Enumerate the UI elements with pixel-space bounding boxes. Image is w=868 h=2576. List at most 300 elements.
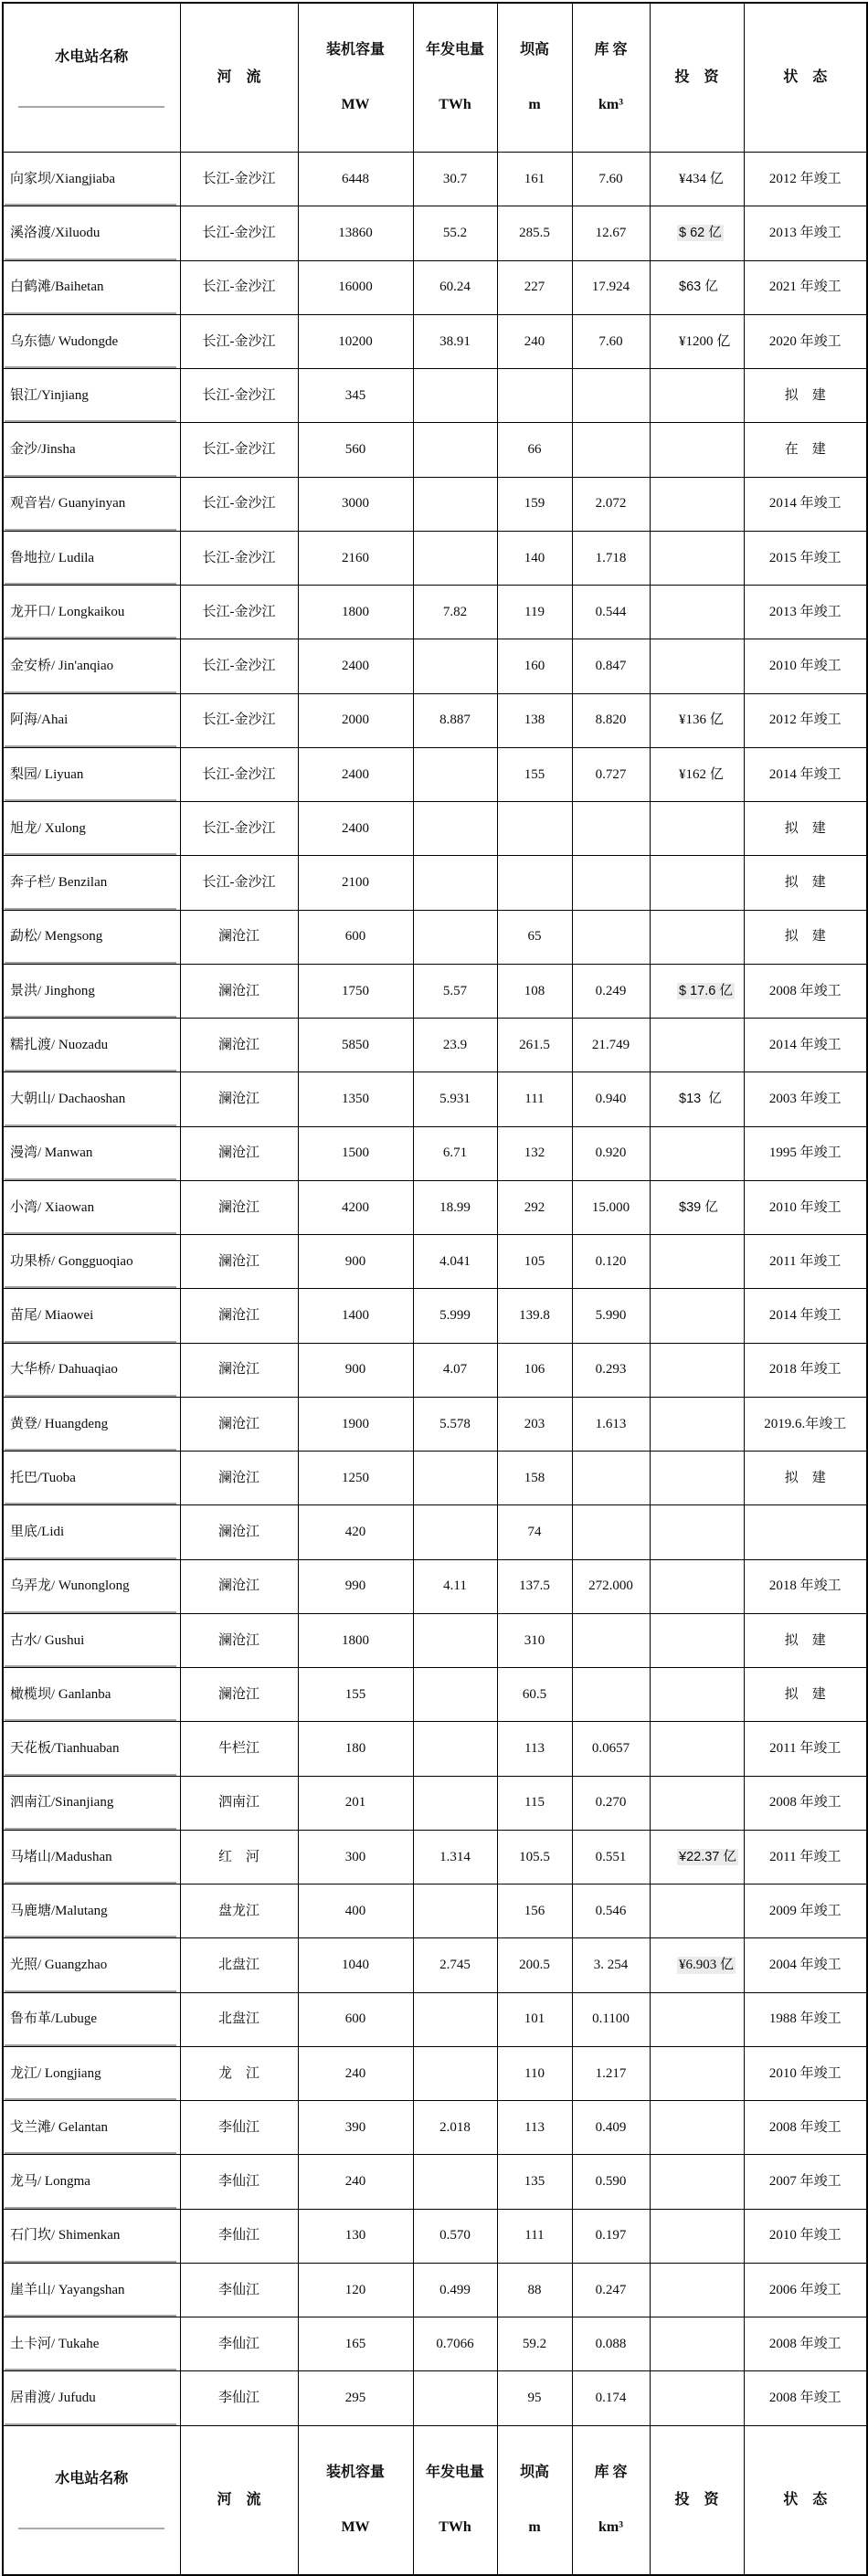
dam-height-cell: 200.5 bbox=[497, 1938, 572, 1992]
table-row bbox=[3, 1830, 867, 1884]
status-cell: 2019.6.年竣工 bbox=[744, 1397, 867, 1451]
table-row bbox=[3, 531, 867, 585]
status-cell: 拟 建 bbox=[744, 856, 867, 910]
capacity-mw-cell: 6448 bbox=[298, 153, 413, 206]
generation-twh-cell: 30.7 bbox=[413, 153, 497, 206]
river-cell: 长江-金沙江 bbox=[180, 586, 298, 639]
table-row bbox=[3, 1776, 867, 1830]
table-row bbox=[3, 423, 867, 477]
capacity-mw-cell: 155 bbox=[298, 1668, 413, 1722]
investment-cell bbox=[650, 2317, 744, 2371]
generation-twh-cell: 18.99 bbox=[413, 1180, 497, 1234]
footer-generation: 年发电量 TWh bbox=[413, 2425, 497, 2575]
status-cell: 拟 建 bbox=[744, 1452, 867, 1505]
table-body bbox=[3, 153, 867, 2426]
river-cell: 澜沧江 bbox=[180, 1235, 298, 1289]
status-cell: 2008 年竣工 bbox=[744, 2101, 867, 2155]
station-name-cell: 白鹤滩/Baihetan bbox=[3, 260, 180, 314]
dam-height-cell: 292 bbox=[497, 1180, 572, 1234]
generation-twh-cell: 5.578 bbox=[413, 1397, 497, 1451]
river-cell: 李仙江 bbox=[180, 2155, 298, 2209]
station-name-cell: 黄登/ Huangdeng bbox=[3, 1397, 180, 1451]
status-cell: 2018 年竣工 bbox=[744, 1559, 867, 1613]
dam-height-cell: 161 bbox=[497, 153, 572, 206]
table-row bbox=[3, 369, 867, 423]
dam-height-cell: 60.5 bbox=[497, 1668, 572, 1722]
river-cell: 泗南江 bbox=[180, 1776, 298, 1830]
generation-twh-cell bbox=[413, 1884, 497, 1938]
status-cell: 2010 年竣工 bbox=[744, 2209, 867, 2263]
capacity-mw-cell: 120 bbox=[298, 2263, 413, 2317]
investment-cell bbox=[650, 260, 744, 314]
table-row bbox=[3, 1072, 867, 1126]
dam-height-cell: 261.5 bbox=[497, 1019, 572, 1072]
investment-cell bbox=[650, 1613, 744, 1667]
generation-twh-cell: 60.24 bbox=[413, 260, 497, 314]
reservoir-km3-cell: 3. 254 bbox=[572, 1938, 650, 1992]
dam-height-cell bbox=[497, 369, 572, 423]
investment-cell bbox=[650, 2101, 744, 2155]
capacity-mw-cell: 2000 bbox=[298, 693, 413, 747]
capacity-mw-cell: 2160 bbox=[298, 531, 413, 585]
river-cell: 盘龙江 bbox=[180, 1884, 298, 1938]
investment-cell bbox=[650, 2263, 744, 2317]
investment-value: $ 62 亿 bbox=[679, 226, 722, 240]
generation-twh-cell bbox=[413, 1668, 497, 1722]
river-cell: 澜沧江 bbox=[180, 1668, 298, 1722]
investment-cell bbox=[650, 1668, 744, 1722]
header-dam-height: 坝高 m bbox=[497, 3, 572, 153]
investment-cell bbox=[650, 423, 744, 477]
river-cell: 长江-金沙江 bbox=[180, 747, 298, 801]
status-cell: 2012 年竣工 bbox=[744, 693, 867, 747]
capacity-mw-cell: 600 bbox=[298, 910, 413, 964]
dam-height-cell: 159 bbox=[497, 477, 572, 531]
capacity-mw-cell: 2400 bbox=[298, 802, 413, 856]
investment-cell bbox=[650, 1992, 744, 2046]
dam-height-cell: 65 bbox=[497, 910, 572, 964]
investment-value: ¥1200 亿 bbox=[679, 333, 731, 349]
dam-height-cell: 137.5 bbox=[497, 1559, 572, 1613]
investment-cell bbox=[650, 1559, 744, 1613]
generation-twh-cell: 0.499 bbox=[413, 2263, 497, 2317]
dam-height-cell: 203 bbox=[497, 1397, 572, 1451]
capacity-mw-cell: 1750 bbox=[298, 964, 413, 1018]
river-cell: 澜沧江 bbox=[180, 1343, 298, 1397]
generation-twh-cell: 5.999 bbox=[413, 1289, 497, 1343]
capacity-mw-cell: 240 bbox=[298, 2155, 413, 2209]
dam-height-cell: 95 bbox=[497, 2371, 572, 2425]
generation-twh-cell bbox=[413, 2371, 497, 2425]
reservoir-km3-cell: 7.60 bbox=[572, 314, 650, 368]
river-cell: 长江-金沙江 bbox=[180, 369, 298, 423]
reservoir-km3-cell: 1.718 bbox=[572, 531, 650, 585]
station-name-cell: 苗尾/ Miaowei bbox=[3, 1289, 180, 1343]
generation-twh-cell bbox=[413, 1505, 497, 1559]
reservoir-km3-cell: 0.551 bbox=[572, 1830, 650, 1884]
investment-cell bbox=[650, 639, 744, 693]
investment-cell bbox=[650, 964, 744, 1018]
station-name-cell: 居甫渡/ Jufudu bbox=[3, 2371, 180, 2425]
dam-height-cell: 111 bbox=[497, 2209, 572, 2263]
reservoir-km3-cell: 0.270 bbox=[572, 1776, 650, 1830]
table-row bbox=[3, 639, 867, 693]
reservoir-km3-cell: 0.847 bbox=[572, 639, 650, 693]
reservoir-km3-cell: 5.990 bbox=[572, 1289, 650, 1343]
table-row bbox=[3, 856, 867, 910]
table-row bbox=[3, 153, 867, 206]
status-cell: 2012 年竣工 bbox=[744, 153, 867, 206]
table-row bbox=[3, 2263, 867, 2317]
dam-height-cell: 74 bbox=[497, 1505, 572, 1559]
header-generation: 年发电量 TWh bbox=[413, 3, 497, 153]
status-cell: 2003 年竣工 bbox=[744, 1072, 867, 1126]
header-row bbox=[3, 3, 867, 153]
capacity-mw-cell: 990 bbox=[298, 1559, 413, 1613]
capacity-mw-cell: 1800 bbox=[298, 1613, 413, 1667]
station-name-cell: 古水/ Gushui bbox=[3, 1613, 180, 1667]
status-cell: 2013 年竣工 bbox=[744, 206, 867, 260]
river-cell: 澜沧江 bbox=[180, 1126, 298, 1180]
dam-height-cell: 108 bbox=[497, 964, 572, 1018]
table-row bbox=[3, 1613, 867, 1667]
table-row bbox=[3, 2101, 867, 2155]
table-row bbox=[3, 586, 867, 639]
status-cell: 1995 年竣工 bbox=[744, 1126, 867, 1180]
status-cell bbox=[744, 1505, 867, 1559]
capacity-mw-cell: 900 bbox=[298, 1343, 413, 1397]
reservoir-km3-cell: 15.000 bbox=[572, 1180, 650, 1234]
reservoir-km3-cell: 0.409 bbox=[572, 2101, 650, 2155]
header-status: 状 态 bbox=[744, 3, 867, 153]
status-cell: 2008 年竣工 bbox=[744, 964, 867, 1018]
status-cell: 拟 建 bbox=[744, 369, 867, 423]
capacity-mw-cell: 4200 bbox=[298, 1180, 413, 1234]
footer-underline bbox=[18, 2528, 164, 2529]
station-name-cell: 小湾/ Xiaowan bbox=[3, 1180, 180, 1234]
investment-cell bbox=[650, 369, 744, 423]
reservoir-km3-cell bbox=[572, 1613, 650, 1667]
footer-reservoir: 库 容 km³ bbox=[572, 2425, 650, 2575]
capacity-mw-cell: 13860 bbox=[298, 206, 413, 260]
reservoir-km3-cell: 272.000 bbox=[572, 1559, 650, 1613]
status-cell: 2011 年竣工 bbox=[744, 1235, 867, 1289]
footer-dam-height: 坝高 m bbox=[497, 2425, 572, 2575]
investment-cell bbox=[650, 856, 744, 910]
dam-height-cell: 88 bbox=[497, 2263, 572, 2317]
station-name-cell: 阿海/Ahai bbox=[3, 693, 180, 747]
capacity-mw-cell: 2400 bbox=[298, 639, 413, 693]
status-cell: 2008 年竣工 bbox=[744, 2371, 867, 2425]
river-cell: 北盘江 bbox=[180, 1992, 298, 2046]
station-name-cell: 橄榄坝/ Ganlanba bbox=[3, 1668, 180, 1722]
table-row bbox=[3, 1505, 867, 1559]
capacity-mw-cell: 2400 bbox=[298, 747, 413, 801]
dam-height-cell: 119 bbox=[497, 586, 572, 639]
status-cell: 2010 年竣工 bbox=[744, 2046, 867, 2100]
investment-value: $ 17.6 亿 bbox=[679, 983, 733, 998]
dam-height-cell: 110 bbox=[497, 2046, 572, 2100]
investment-cell bbox=[650, 1722, 744, 1776]
status-cell: 在 建 bbox=[744, 423, 867, 477]
investment-cell bbox=[650, 910, 744, 964]
table-row bbox=[3, 1289, 867, 1343]
reservoir-km3-cell: 0.920 bbox=[572, 1126, 650, 1180]
status-cell: 2006 年竣工 bbox=[744, 2263, 867, 2317]
investment-cell bbox=[650, 1180, 744, 1234]
investment-cell bbox=[650, 206, 744, 260]
reservoir-km3-cell: 0.727 bbox=[572, 747, 650, 801]
capacity-mw-cell: 400 bbox=[298, 1884, 413, 1938]
table-row bbox=[3, 1938, 867, 1992]
header-river: 河 流 bbox=[180, 3, 298, 153]
station-name-cell: 向家坝/Xiangjiaba bbox=[3, 153, 180, 206]
capacity-mw-cell: 165 bbox=[298, 2317, 413, 2371]
reservoir-km3-cell: 0.940 bbox=[572, 1072, 650, 1126]
investment-cell bbox=[650, 153, 744, 206]
capacity-mw-cell: 295 bbox=[298, 2371, 413, 2425]
reservoir-km3-cell: 0.590 bbox=[572, 2155, 650, 2209]
capacity-mw-cell: 300 bbox=[298, 1830, 413, 1884]
capacity-mw-cell: 1350 bbox=[298, 1072, 413, 1126]
generation-twh-cell bbox=[413, 531, 497, 585]
status-cell: 2013 年竣工 bbox=[744, 586, 867, 639]
reservoir-km3-cell bbox=[572, 369, 650, 423]
river-cell: 澜沧江 bbox=[180, 1397, 298, 1451]
table-row bbox=[3, 1397, 867, 1451]
investment-cell bbox=[650, 1776, 744, 1830]
capacity-mw-cell: 2100 bbox=[298, 856, 413, 910]
reservoir-km3-cell: 0.197 bbox=[572, 2209, 650, 2263]
generation-twh-cell: 0.570 bbox=[413, 2209, 497, 2263]
reservoir-km3-cell: 7.60 bbox=[572, 153, 650, 206]
capacity-mw-cell: 1250 bbox=[298, 1452, 413, 1505]
river-cell: 李仙江 bbox=[180, 2317, 298, 2371]
reservoir-km3-cell bbox=[572, 910, 650, 964]
river-cell: 澜沧江 bbox=[180, 1072, 298, 1126]
generation-twh-cell: 5.57 bbox=[413, 964, 497, 1018]
capacity-mw-cell: 3000 bbox=[298, 477, 413, 531]
dam-height-cell: 115 bbox=[497, 1776, 572, 1830]
generation-twh-cell: 8.887 bbox=[413, 693, 497, 747]
capacity-mw-cell: 1900 bbox=[298, 1397, 413, 1451]
investment-cell bbox=[650, 1072, 744, 1126]
dam-height-cell: 140 bbox=[497, 531, 572, 585]
station-name-cell: 泗南江/Sinanjiang bbox=[3, 1776, 180, 1830]
investment-cell bbox=[650, 802, 744, 856]
generation-twh-cell: 7.82 bbox=[413, 586, 497, 639]
table-footer bbox=[3, 2425, 867, 2575]
status-cell: 2010 年竣工 bbox=[744, 639, 867, 693]
table-row bbox=[3, 693, 867, 747]
investment-cell bbox=[650, 1830, 744, 1884]
reservoir-km3-cell: 8.820 bbox=[572, 693, 650, 747]
river-cell: 澜沧江 bbox=[180, 964, 298, 1018]
status-cell: 2014 年竣工 bbox=[744, 1289, 867, 1343]
generation-twh-cell: 4.11 bbox=[413, 1559, 497, 1613]
generation-twh-cell: 5.931 bbox=[413, 1072, 497, 1126]
capacity-mw-cell: 345 bbox=[298, 369, 413, 423]
station-name-cell: 金沙/Jinsha bbox=[3, 423, 180, 477]
capacity-mw-cell: 1040 bbox=[298, 1938, 413, 1992]
table-row bbox=[3, 2317, 867, 2371]
station-name-cell: 崖羊山/ Yayangshan bbox=[3, 2263, 180, 2317]
table-row bbox=[3, 2155, 867, 2209]
status-cell: 2020 年竣工 bbox=[744, 314, 867, 368]
generation-twh-cell bbox=[413, 856, 497, 910]
station-name-cell: 托巴/Tuoba bbox=[3, 1452, 180, 1505]
generation-twh-cell bbox=[413, 1613, 497, 1667]
river-cell: 长江-金沙江 bbox=[180, 423, 298, 477]
river-cell: 澜沧江 bbox=[180, 1180, 298, 1234]
station-name-cell: 石门坎/ Shimenkan bbox=[3, 2209, 180, 2263]
status-cell: 2011 年竣工 bbox=[744, 1722, 867, 1776]
dam-height-cell: 160 bbox=[497, 639, 572, 693]
footer-status: 状 态 bbox=[744, 2425, 867, 2575]
status-cell: 2014 年竣工 bbox=[744, 477, 867, 531]
reservoir-km3-cell: 0.088 bbox=[572, 2317, 650, 2371]
investment-cell bbox=[650, 1289, 744, 1343]
station-name-cell: 勐松/ Mengsong bbox=[3, 910, 180, 964]
table-row bbox=[3, 1019, 867, 1072]
reservoir-km3-cell: 0.120 bbox=[572, 1235, 650, 1289]
station-name-cell: 溪洛渡/Xiluodu bbox=[3, 206, 180, 260]
river-cell: 长江-金沙江 bbox=[180, 314, 298, 368]
reservoir-km3-cell: 0.0657 bbox=[572, 1722, 650, 1776]
river-cell: 长江-金沙江 bbox=[180, 477, 298, 531]
reservoir-km3-cell: 0.247 bbox=[572, 2263, 650, 2317]
generation-twh-cell: 4.07 bbox=[413, 1343, 497, 1397]
station-name-cell: 土卡河/ Tukahe bbox=[3, 2317, 180, 2371]
status-cell: 2018 年竣工 bbox=[744, 1343, 867, 1397]
river-cell: 长江-金沙江 bbox=[180, 531, 298, 585]
capacity-mw-cell: 560 bbox=[298, 423, 413, 477]
reservoir-km3-cell: 0.293 bbox=[572, 1343, 650, 1397]
dam-height-cell: 105 bbox=[497, 1235, 572, 1289]
reservoir-km3-cell: 21.749 bbox=[572, 1019, 650, 1072]
generation-twh-cell: 2.745 bbox=[413, 1938, 497, 1992]
investment-cell bbox=[650, 1343, 744, 1397]
station-name-cell: 马堵山/Madushan bbox=[3, 1830, 180, 1884]
investment-value: ¥162 亿 bbox=[679, 766, 724, 782]
table-row bbox=[3, 1668, 867, 1722]
capacity-mw-cell: 1500 bbox=[298, 1126, 413, 1180]
station-name-cell: 景洪/ Jinghong bbox=[3, 964, 180, 1018]
table-header bbox=[3, 3, 867, 153]
generation-twh-cell bbox=[413, 1776, 497, 1830]
generation-twh-cell bbox=[413, 1722, 497, 1776]
investment-cell bbox=[650, 1397, 744, 1451]
investment-cell bbox=[650, 1452, 744, 1505]
investment-cell bbox=[650, 2371, 744, 2425]
river-cell: 牛栏江 bbox=[180, 1722, 298, 1776]
generation-twh-cell: 4.041 bbox=[413, 1235, 497, 1289]
generation-twh-cell: 23.9 bbox=[413, 1019, 497, 1072]
table-row bbox=[3, 314, 867, 368]
station-name-cell: 龙开口/ Longkaikou bbox=[3, 586, 180, 639]
status-cell: 2007 年竣工 bbox=[744, 2155, 867, 2209]
generation-twh-cell: 2.018 bbox=[413, 2101, 497, 2155]
status-cell: 2008 年竣工 bbox=[744, 2317, 867, 2371]
table-row bbox=[3, 1452, 867, 1505]
header-station-name-label: 水电站名称 bbox=[55, 48, 129, 65]
capacity-mw-cell: 1400 bbox=[298, 1289, 413, 1343]
river-cell: 长江-金沙江 bbox=[180, 153, 298, 206]
reservoir-km3-cell bbox=[572, 1505, 650, 1559]
status-cell: 1988 年竣工 bbox=[744, 1992, 867, 2046]
table-row bbox=[3, 1884, 867, 1938]
investment-value: ¥6.903 亿 bbox=[679, 1958, 735, 1972]
river-cell: 长江-金沙江 bbox=[180, 206, 298, 260]
capacity-mw-cell: 16000 bbox=[298, 260, 413, 314]
station-name-cell: 戈兰滩/ Gelantan bbox=[3, 2101, 180, 2155]
header-investment: 投 资 bbox=[650, 3, 744, 153]
status-cell: 2011 年竣工 bbox=[744, 1830, 867, 1884]
footer-row bbox=[3, 2425, 867, 2575]
investment-value: $13 亿 bbox=[679, 1092, 722, 1106]
header-underline bbox=[18, 106, 164, 108]
dam-height-cell: 59.2 bbox=[497, 2317, 572, 2371]
reservoir-km3-cell: 0.546 bbox=[572, 1884, 650, 1938]
investment-cell bbox=[650, 693, 744, 747]
generation-twh-cell bbox=[413, 2155, 497, 2209]
station-name-cell: 大华桥/ Dahuaqiao bbox=[3, 1343, 180, 1397]
reservoir-km3-cell bbox=[572, 856, 650, 910]
capacity-mw-cell: 201 bbox=[298, 1776, 413, 1830]
dam-height-cell: 227 bbox=[497, 260, 572, 314]
status-cell: 拟 建 bbox=[744, 910, 867, 964]
river-cell: 长江-金沙江 bbox=[180, 693, 298, 747]
capacity-mw-cell: 240 bbox=[298, 2046, 413, 2100]
footer-station-name: 水电站名称 bbox=[3, 2425, 180, 2575]
capacity-mw-cell: 600 bbox=[298, 1992, 413, 2046]
dam-height-cell: 113 bbox=[497, 2101, 572, 2155]
station-name-cell: 漫湾/ Manwan bbox=[3, 1126, 180, 1180]
dam-height-cell: 66 bbox=[497, 423, 572, 477]
station-name-cell: 鲁布革/Lubuge bbox=[3, 1992, 180, 2046]
station-name-cell: 梨园/ Liyuan bbox=[3, 747, 180, 801]
investment-cell bbox=[650, 747, 744, 801]
reservoir-km3-cell bbox=[572, 423, 650, 477]
station-name-cell: 观音岩/ Guanyinyan bbox=[3, 477, 180, 531]
station-name-cell: 乌弄龙/ Wunonglong bbox=[3, 1559, 180, 1613]
table-row bbox=[3, 1559, 867, 1613]
reservoir-km3-cell: 1.613 bbox=[572, 1397, 650, 1451]
generation-twh-cell bbox=[413, 639, 497, 693]
river-cell: 长江-金沙江 bbox=[180, 802, 298, 856]
status-cell: 拟 建 bbox=[744, 802, 867, 856]
investment-value: ¥136 亿 bbox=[679, 713, 724, 728]
dam-height-cell: 156 bbox=[497, 1884, 572, 1938]
investment-cell bbox=[650, 586, 744, 639]
river-cell: 长江-金沙江 bbox=[180, 260, 298, 314]
station-name-cell: 功果桥/ Gongguoqiao bbox=[3, 1235, 180, 1289]
station-name-cell: 马鹿塘/Malutang bbox=[3, 1884, 180, 1938]
station-name-cell: 天花板/Tianhuaban bbox=[3, 1722, 180, 1776]
river-cell: 北盘江 bbox=[180, 1938, 298, 1992]
investment-cell bbox=[650, 1938, 744, 1992]
river-cell: 澜沧江 bbox=[180, 1289, 298, 1343]
generation-twh-cell bbox=[413, 369, 497, 423]
station-name-cell: 银江/Yinjiang bbox=[3, 369, 180, 423]
station-name-cell: 龙江/ Longjiang bbox=[3, 2046, 180, 2100]
station-name-cell: 糯扎渡/ Nuozadu bbox=[3, 1019, 180, 1072]
river-cell: 李仙江 bbox=[180, 2209, 298, 2263]
generation-twh-cell: 6.71 bbox=[413, 1126, 497, 1180]
station-name-cell: 鲁地拉/ Ludila bbox=[3, 531, 180, 585]
station-name-cell: 里底/Lidi bbox=[3, 1505, 180, 1559]
station-name-cell: 龙马/ Longma bbox=[3, 2155, 180, 2209]
